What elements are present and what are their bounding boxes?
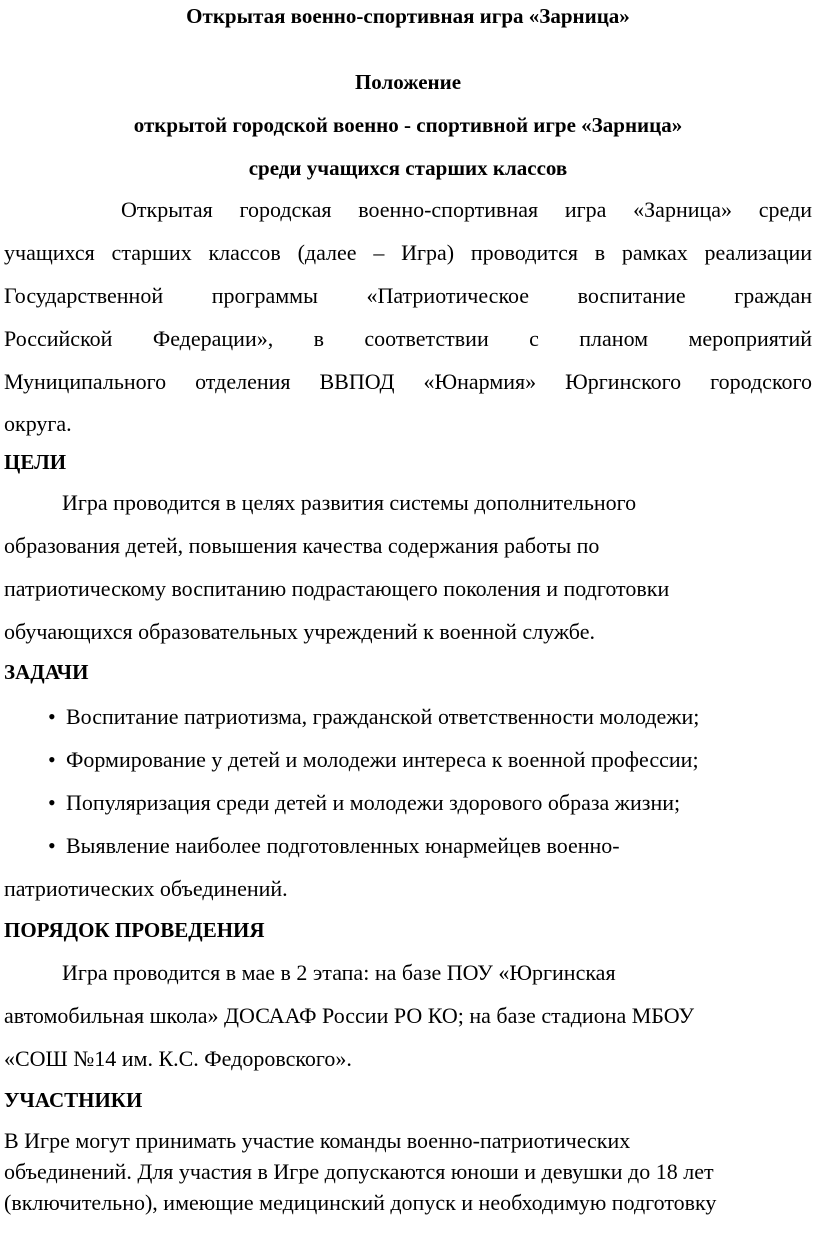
list-item-text: Формирование у детей и молодежи интереса к военной профессии; [66, 747, 699, 772]
goals-line: патриотическому воспитанию подрастающего поколения и подготовки [4, 576, 670, 601]
regulation-subtitle-line-2: среди учащихся старших классов [248, 156, 568, 180]
procedure-line: автомобильная школа» ДОСААФ России РО КО; на базе стадиона МБОУ [4, 1003, 695, 1028]
bullet-icon: • [48, 747, 56, 772]
goals-line: образования детей, повышения качества содержания работы по [4, 533, 600, 558]
participants-line: (включительно), имеющие медицинский допуск и необходимую подготовку [4, 1190, 717, 1215]
intro-line: Государственной программы «Патриотическое воспитание граждан [4, 283, 812, 308]
list-item [48, 790, 680, 816]
procedure-line: «СОШ №14 им. К.С. Федоровского». [4, 1046, 352, 1071]
participants-heading: УЧАСТНИКИ [4, 1088, 143, 1112]
intro-line: Российской Федерации», в соответствии с планом мероприятий [4, 326, 812, 351]
list-item-text: Воспитание патриотизма, гражданской ответственности молодежи; [66, 704, 700, 729]
participants-line: объединений. Для участия в Игре допускаются юноши и девушки до 18 лет [4, 1159, 714, 1184]
intro-line: округа. [4, 411, 72, 436]
list-item [48, 704, 699, 730]
regulation-heading: Положение [354, 70, 462, 94]
list-item-text: Популяризация среди детей и молодежи здорового образа жизни; [66, 790, 681, 815]
bullet-icon: • [48, 790, 56, 815]
bullet-icon: • [48, 833, 56, 858]
procedure-heading: ПОРЯДОК ПРОВЕДЕНИЯ [4, 918, 265, 942]
list-item [48, 833, 620, 859]
bullet-icon: • [48, 704, 56, 729]
goals-line: Игра проводится в целях развития системы дополнительного [62, 490, 637, 515]
regulation-subtitle-line-1: открытой городской военно - спортивной игре «Зарница» [133, 113, 683, 137]
list-item [48, 747, 699, 773]
participants-line: В Игре могут принимать участие команды военно-патриотических [4, 1128, 631, 1153]
goals-heading: ЦЕЛИ [4, 450, 67, 474]
list-item-continuation: патриотических объединений. [4, 876, 288, 901]
goals-line: обучающихся образовательных учреждений к военной службе. [4, 619, 595, 644]
document-title: Открытая военно-спортивная игра «Зарница» [186, 4, 630, 28]
list-item-text: Выявление наиболее подготовленных юнармейцев военно- [66, 833, 620, 858]
intro-line: Открытая городская военно-спортивная игра «Зарница» среди [121, 197, 812, 222]
intro-line: Муниципального отделения ВВПОД «Юнармия» Юргинского городского [4, 369, 812, 394]
intro-line: учащихся старших классов (далее – Игра) проводится в рамках реализации [4, 240, 812, 265]
tasks-heading: ЗАДАЧИ [4, 660, 89, 684]
procedure-line: Игра проводится в мае в 2 этапа: на базе ПОУ «Юргинская [62, 960, 616, 985]
